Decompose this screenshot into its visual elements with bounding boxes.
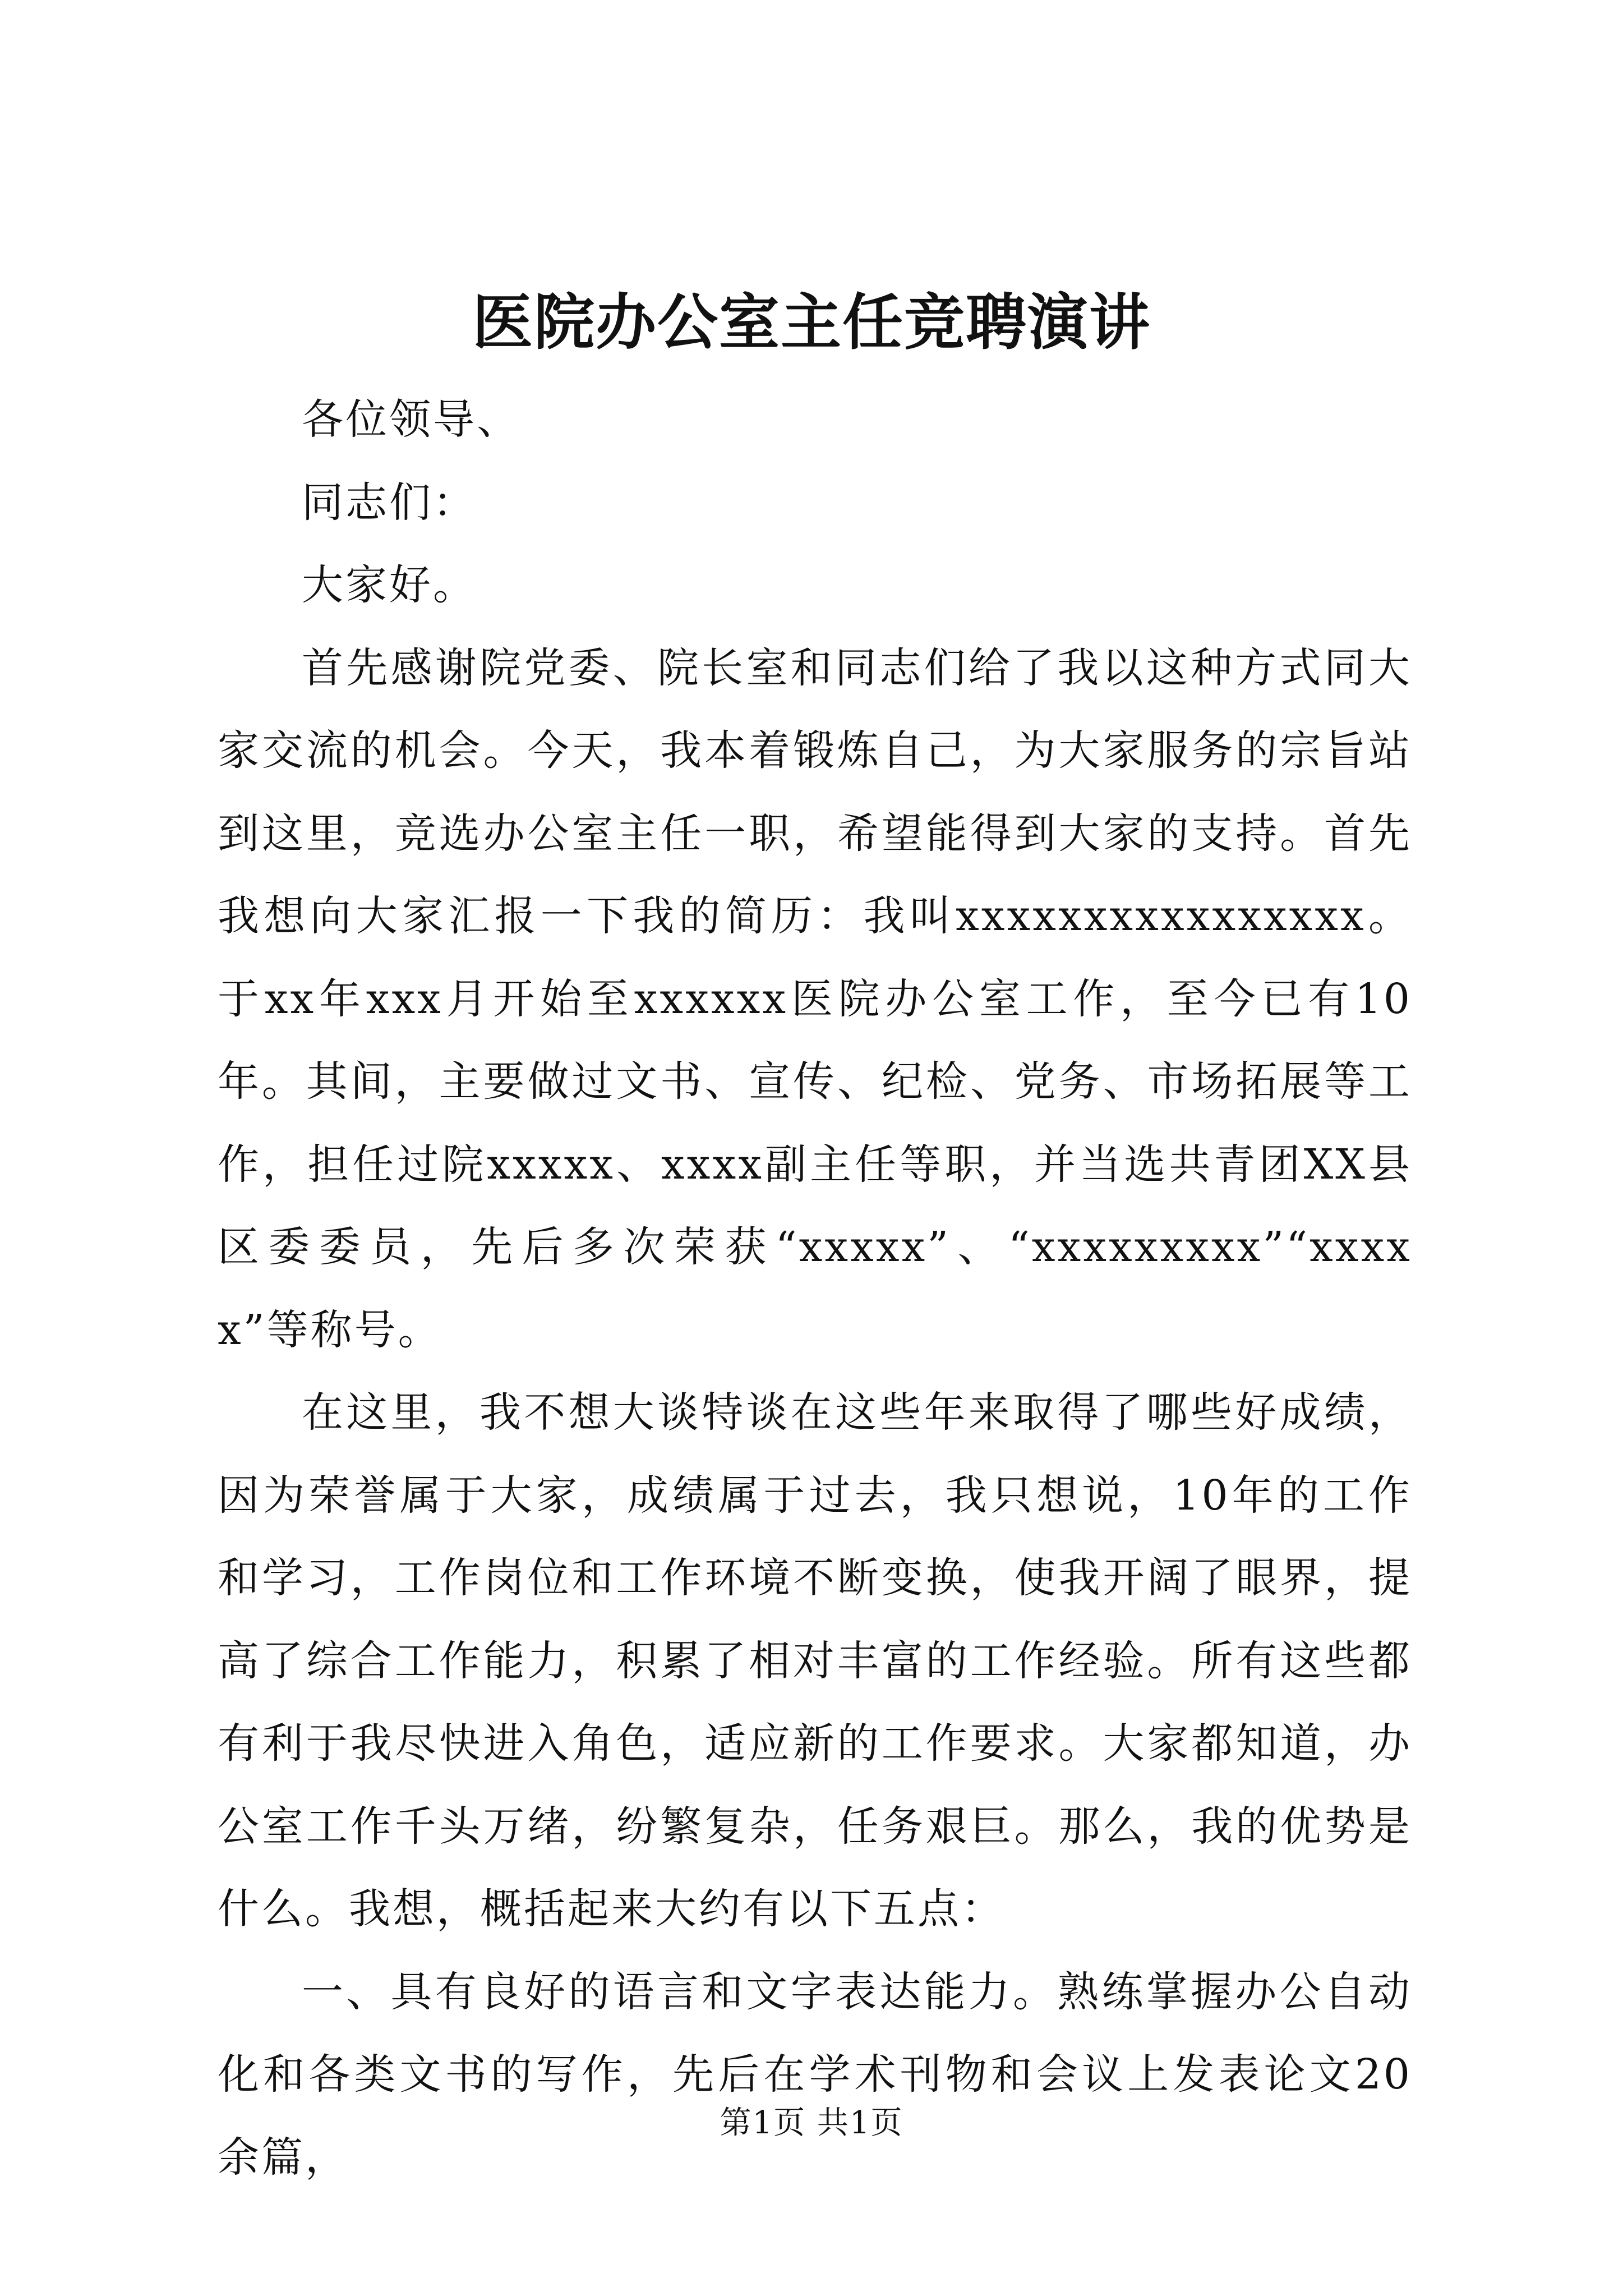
paragraph-advantages: 在这里，我不想大谈特谈在这些年来取得了哪些好成绩，因为荣誉属于大家，成绩属于过去，我只想说，10年的工作和学习，工作岗位和工作环境不断变换，使我开阔了眼界，提高了综合工作能力，积累了相对丰富的工作经验。所有这些都有利于我尽快进入角色，适应新的工作要求。大家都知道，办公室工作千头万绪，纷繁复杂，任务艰巨。那么，我的优势是什么。我想，概括起来大约有以下五点： bbox=[218, 1388, 1412, 1933]
salutation-leaders: 各位领导、 bbox=[302, 395, 520, 444]
document-title: 医院办公室主任竞聘演讲 bbox=[472, 287, 1151, 358]
greeting: 大家好。 bbox=[302, 561, 477, 609]
paragraph-introduction: 首先感谢院党委、院长室和同志们给了我以这种方式同大家交流的机会。今天，我本着锻炼自己，为大家服务的宗旨站到这里，竞选办公室主任一职，希望能得到大家的支持。首先我想向大家汇报一下我的简历：我叫xxxxxxxxxxxxxxxx。于xx年xxx月开始至xxxxxx医院办公室工作，至今已有10年。其间，主要做过文书、宣传、纪检、党务、市场拓展等工作，担任过院xxxxx、xxxx副主任等职，并当选共青团XX县区委委员，先后多次荣获“xxxxx”、“xxxxxxxxx”“xxxxx”等称号。 bbox=[218, 643, 1412, 1354]
page-number-footer: 第1页 共1页 bbox=[720, 2105, 903, 2141]
paragraph-point-one: 一、具有良好的语言和文字表达能力。熟练掌握办公自动化和各类文书的写作，先后在学术刊物和会议上发表论文20余篇， bbox=[218, 1967, 1412, 2182]
salutation-comrades: 同志们： bbox=[302, 478, 477, 527]
document-body bbox=[218, 379, 1412, 2199]
